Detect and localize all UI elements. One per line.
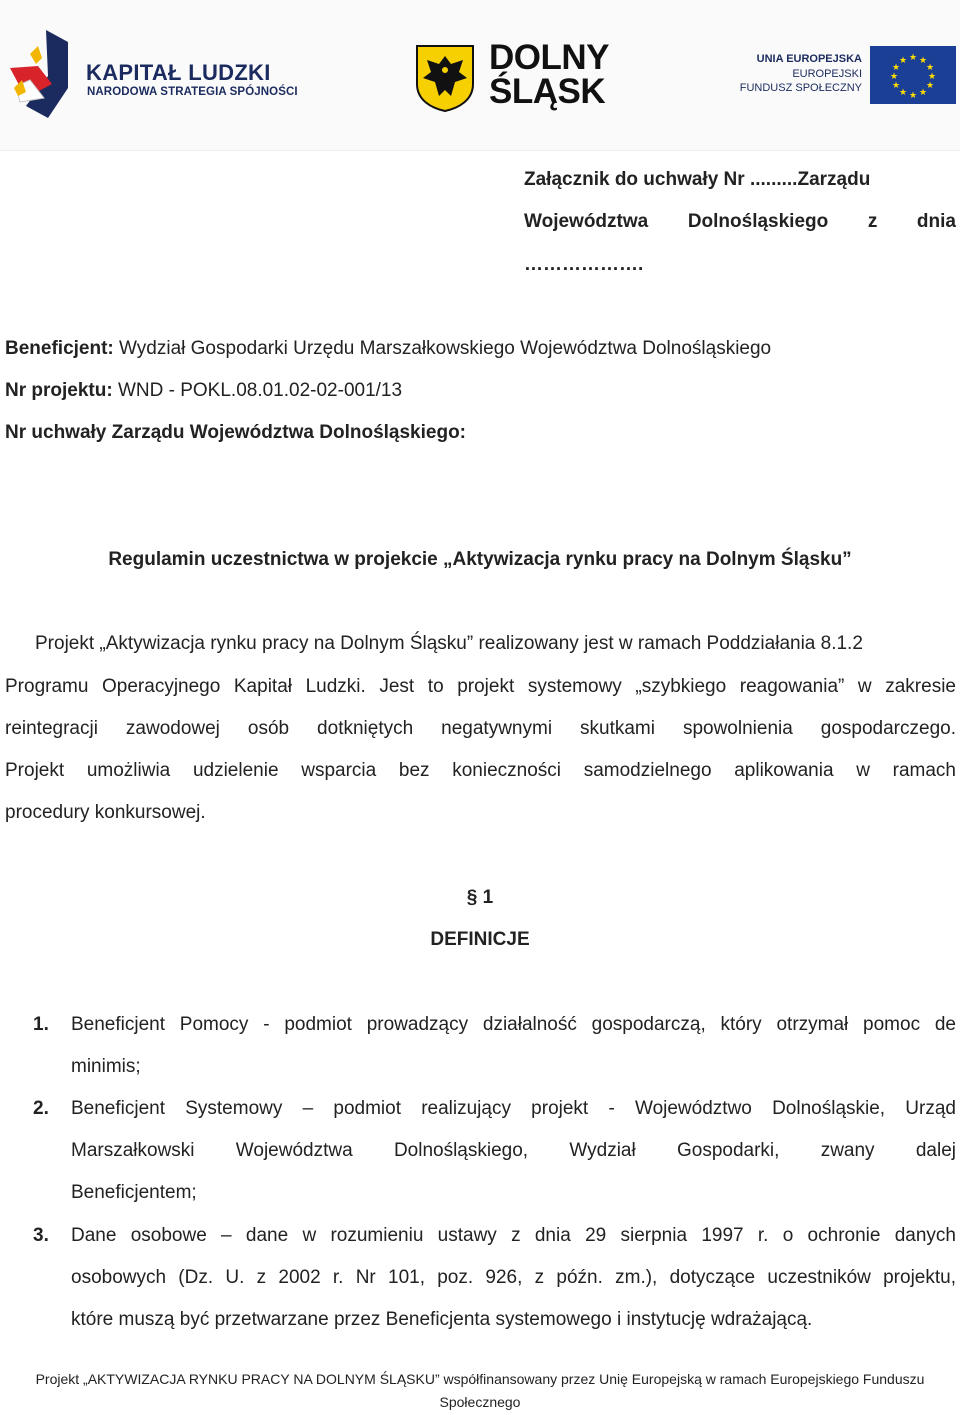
definition-line: Beneficjent Pomocy - podmiot prowadzący działalność gospodarczą, który otrzymał pomoc de xyxy=(71,1014,956,1035)
project-number-label: Nr projektu: xyxy=(5,380,113,401)
svg-text:★: ★ xyxy=(891,81,901,91)
svg-text:★: ★ xyxy=(898,56,908,66)
eu-line2: EUROPEJSKI xyxy=(792,68,862,80)
dolny-slask-line2: ŚLĄSK xyxy=(489,72,606,111)
svg-text:★: ★ xyxy=(918,88,928,98)
definition-line: Beneficjent Systemowy – podmiot realizujący projekt - Województwo Dolnośląskie, Urząd xyxy=(71,1098,956,1119)
attachment-line3: ………………. xyxy=(524,254,644,275)
beneficiary-value: Wydział Gospodarki Urzędu Marszałkowskiego Województwa Dolnośląskiego xyxy=(119,338,772,359)
definition-line: Beneficjentem; xyxy=(71,1182,197,1203)
footer-line1: Projekt „AKTYWIZACJA RYNKU PRACY NA DOLNYM ŚLĄSKU” współfinansowany przez Unię Europejską w ramach Europejskiego Funduszu xyxy=(35,1371,925,1387)
kapital-ludzki-emblem-icon xyxy=(8,28,70,120)
svg-text:★: ★ xyxy=(891,63,901,73)
attachment-word: z xyxy=(867,211,878,232)
svg-text:★: ★ xyxy=(908,53,918,63)
section-heading: DEFINICJE xyxy=(430,929,530,950)
svg-text:★: ★ xyxy=(925,81,935,91)
project-number-value: WND - POKL.08.01.02-02-001/13 xyxy=(117,380,403,401)
eagle-coat-of-arms-icon xyxy=(415,44,475,112)
kapital-ludzki-title: KAPITAŁ LUDZKI xyxy=(86,60,271,85)
eu-line1: UNIA EUROPEJSKA xyxy=(756,53,862,65)
svg-text:★: ★ xyxy=(918,56,928,66)
definition-number: 2. xyxy=(33,1098,49,1119)
intro-line: Programu Operacyjnego Kapitał Ludzki. Jest to projekt systemowy „szybkiego reagowania” w zakresie xyxy=(5,676,956,697)
resolution-row xyxy=(5,421,466,445)
intro-line: Projekt „Aktywizacja rynku pracy na Dolnym Śląsku” realizowany jest w ramach Poddziałania 8.1.2 xyxy=(35,633,863,654)
definition-line: minimis; xyxy=(71,1056,141,1077)
definition-line: Dane osobowe – dane w rozumieniu ustawy z dnia 29 sierpnia 1997 r. o ochronie danych xyxy=(71,1225,956,1246)
definition-number: 3. xyxy=(33,1225,49,1246)
eu-line3: FUNDUSZ SPOŁECZNY xyxy=(739,82,862,94)
logo-header xyxy=(0,0,960,151)
svg-text:★: ★ xyxy=(925,63,935,73)
dolny-slask-logo xyxy=(415,40,615,112)
dolny-slask-line1: DOLNY xyxy=(489,38,609,77)
svg-text:★: ★ xyxy=(889,72,899,82)
document-title: Regulamin uczestnictwa w projekcie „Aktywizacja rynku pracy na Dolnym Śląsku” xyxy=(108,549,852,570)
project-number-row xyxy=(5,379,402,403)
definition-number: 1. xyxy=(33,1014,49,1035)
intro-line: reintegracji zawodowej osób dotkniętych negatywnymi skutkami spowolnienia gospodarczego. xyxy=(5,718,956,739)
eu-flag-icon xyxy=(870,46,956,104)
definition-line: które muszą być przetwarzane przez Beneficjenta systemowego i instytucję wdrażającą. xyxy=(71,1309,813,1330)
attachment-word: dnia xyxy=(916,211,956,232)
beneficiary-row xyxy=(5,337,771,361)
svg-text:★: ★ xyxy=(908,91,918,101)
beneficiary-label: Beneficjent: xyxy=(5,338,114,359)
intro-line: procedury konkursowej. xyxy=(5,802,206,823)
resolution-label: Nr uchwały Zarządu Województwa Dolnośląskiego: xyxy=(5,422,467,443)
definition-line: Marszałkowski Województwa Dolnośląskiego, Wydział Gospodarki, zwany dalej xyxy=(71,1140,956,1161)
eu-logo xyxy=(728,46,958,106)
attachment-word: Dolnośląskiego xyxy=(687,211,829,232)
attachment-line1: Załącznik do uchwały Nr .........Zarządu xyxy=(524,169,871,190)
attachment-line2 xyxy=(524,210,956,234)
attachment-word: Województwa xyxy=(524,211,649,232)
svg-text:★: ★ xyxy=(898,88,908,98)
svg-text:★: ★ xyxy=(927,72,937,82)
kapital-ludzki-logo xyxy=(8,28,298,123)
kapital-ludzki-subtitle: NARODOWA STRATEGIA SPÓJNOŚCI xyxy=(87,86,298,98)
definition-line: osobowych (Dz. U. z 2002 r. Nr 101, poz. 926, z późn. zm.), dotyczące uczestników projektu, xyxy=(71,1267,956,1288)
intro-line: Projekt umożliwia udzielenie wsparcia bez konieczności samodzielnego aplikowania w ramach xyxy=(5,760,956,781)
section-number: § 1 xyxy=(466,887,494,908)
footer-line2: Społecznego xyxy=(439,1394,521,1410)
